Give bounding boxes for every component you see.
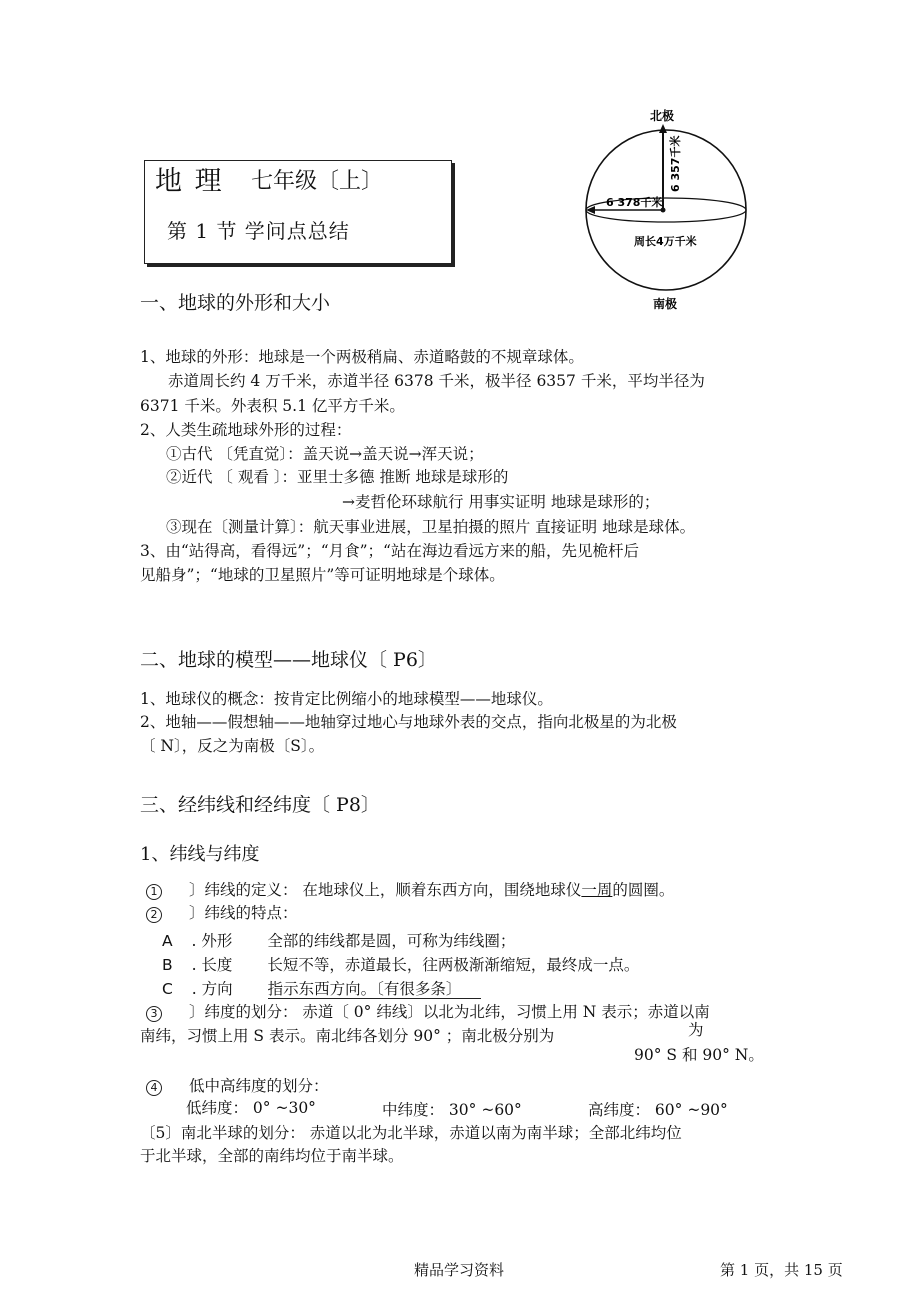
sec1-line-1: 1、地球的外形：地球是一个两极稍扁、赤道略鼓的不规章球体。: [140, 348, 584, 366]
sec1-line-2: 赤道周长约 4 万千米，赤道半径 6378 千米，极半径 6357 千米，平均半径为: [168, 372, 705, 390]
high-latitude: 高纬度： 60° ~90°: [588, 1101, 728, 1119]
polar-radius-label: 6 357千米: [669, 135, 682, 192]
title-section: 第 1 节 学问点总结: [167, 219, 350, 243]
feature-a: A . 外形 全部的纬线都是圆，可称为纬线圈；: [162, 932, 516, 950]
feature-b: B . 长度 长短不等，赤道最长，往两极渐渐缩短，最终成一点。: [162, 956, 640, 974]
item-number-3: 3: [146, 1006, 162, 1022]
mid-latitude: 中纬度： 30° ~60°: [382, 1101, 522, 1119]
item-number-2: 2: [146, 907, 162, 923]
sec3-subheading: 1、纬线与纬度: [140, 844, 260, 865]
circumference-label: 周长4万千米: [634, 235, 697, 248]
polar-arrow-icon: [659, 124, 667, 133]
title-grade: 七年级〔上〕: [251, 169, 384, 194]
page-number: 第 1 页，共 15 页: [720, 1261, 843, 1279]
footer-label: 精品学习资料: [414, 1261, 505, 1279]
north-pole-label: 北极: [650, 109, 675, 123]
sec1-line-5: ①古代 〔凭直觉〕：盖天说→盖天说→浑天说；: [166, 445, 484, 463]
item-number-4: 4: [146, 1080, 162, 1096]
section-1-heading: 一、地球的外形和大小: [140, 292, 331, 314]
sec2-line-2: 2、地轴——假想轴——地轴穿过地心与地球外表的交点，指向北极星的为北极: [140, 713, 677, 731]
feature-c: C . 方向 指示东西方向。〔有很多条〕: [162, 977, 481, 999]
sec1-line-9: 3、由“站得高，看得远”；“月食”；“站在海边看远方来的船，先见桅杆后: [140, 542, 639, 560]
sec3-item-5-line-2: 于北半球，全部的南纬均位于南半球。: [140, 1147, 404, 1165]
sec1-line-4: 2、人类生疏地球外形的过程：: [140, 421, 352, 439]
underlined-text: 一周: [581, 881, 613, 899]
title-box: [144, 160, 452, 264]
section-2-heading: 二、地球的模型——地球仪〔 P6〕: [140, 649, 437, 671]
south-pole-label: 南极: [653, 297, 678, 311]
sec3-item-3-wei: 为: [688, 1021, 704, 1039]
section-3-heading: 三、经纬线和经纬度〔 P8〕: [140, 794, 380, 816]
title-subject: 地 理: [155, 166, 224, 197]
sec1-line-6: ②近代 〔 观看 〕：亚里士多德 推断 地球是球形的: [166, 468, 509, 486]
sec2-line-1: 1、地球仪的概念：按肯定比例缩小的地球模型——地球仪。: [140, 690, 553, 708]
sec3-item-3-line-2: 南纬，习惯上用 S 表示。南北纬各划分 90° ；南北极分别为: [140, 1027, 555, 1045]
sec3-item-2: 2 〕纬线的特点：: [146, 901, 297, 923]
sec1-line-10: 见船身”；“地球的卫星照片”等可证明地球是个球体。: [140, 566, 505, 584]
sec1-line-8: ③现在〔测量计算〕：航天事业进展，卫星拍摄的照片 直接证明 地球是球体。: [166, 518, 696, 536]
sec3-item-3: 3 〕纬度的划分： 赤道〔 0° 纬线〕以北为北纬，习惯上用 N 表示；赤道以南: [146, 1000, 710, 1022]
sec2-line-3: 〔 N〕，反之为南极〔S〕。: [140, 737, 325, 755]
sec1-line-3: 6371 千米。外表积 5.1 亿平方千米。: [140, 397, 405, 415]
sec3-item-3-line-3: 90° S 和 90° N。: [634, 1046, 764, 1064]
equator-radius-label: 6 378千米: [606, 196, 663, 209]
low-latitude: 低纬度： 0° ~30°: [186, 1099, 316, 1117]
sec3-item-4: 4 低中高纬度的划分：: [146, 1074, 328, 1096]
globe-diagram: [578, 100, 758, 315]
sec3-item-5-line-1: 〔5〕南北半球的划分： 赤道以北为北半球，赤道以南为南半球；全部北纬均位: [140, 1124, 682, 1142]
sec1-line-7: →麦哲伦环球航行 用事实证明 地球是球形的；: [342, 493, 660, 511]
item-number-1: 1: [146, 884, 162, 900]
sec3-item-1: 1 〕纬线的定义： 在地球仪上，顺着东西方向，围绕地球仪一周的圆圈。: [146, 878, 674, 900]
